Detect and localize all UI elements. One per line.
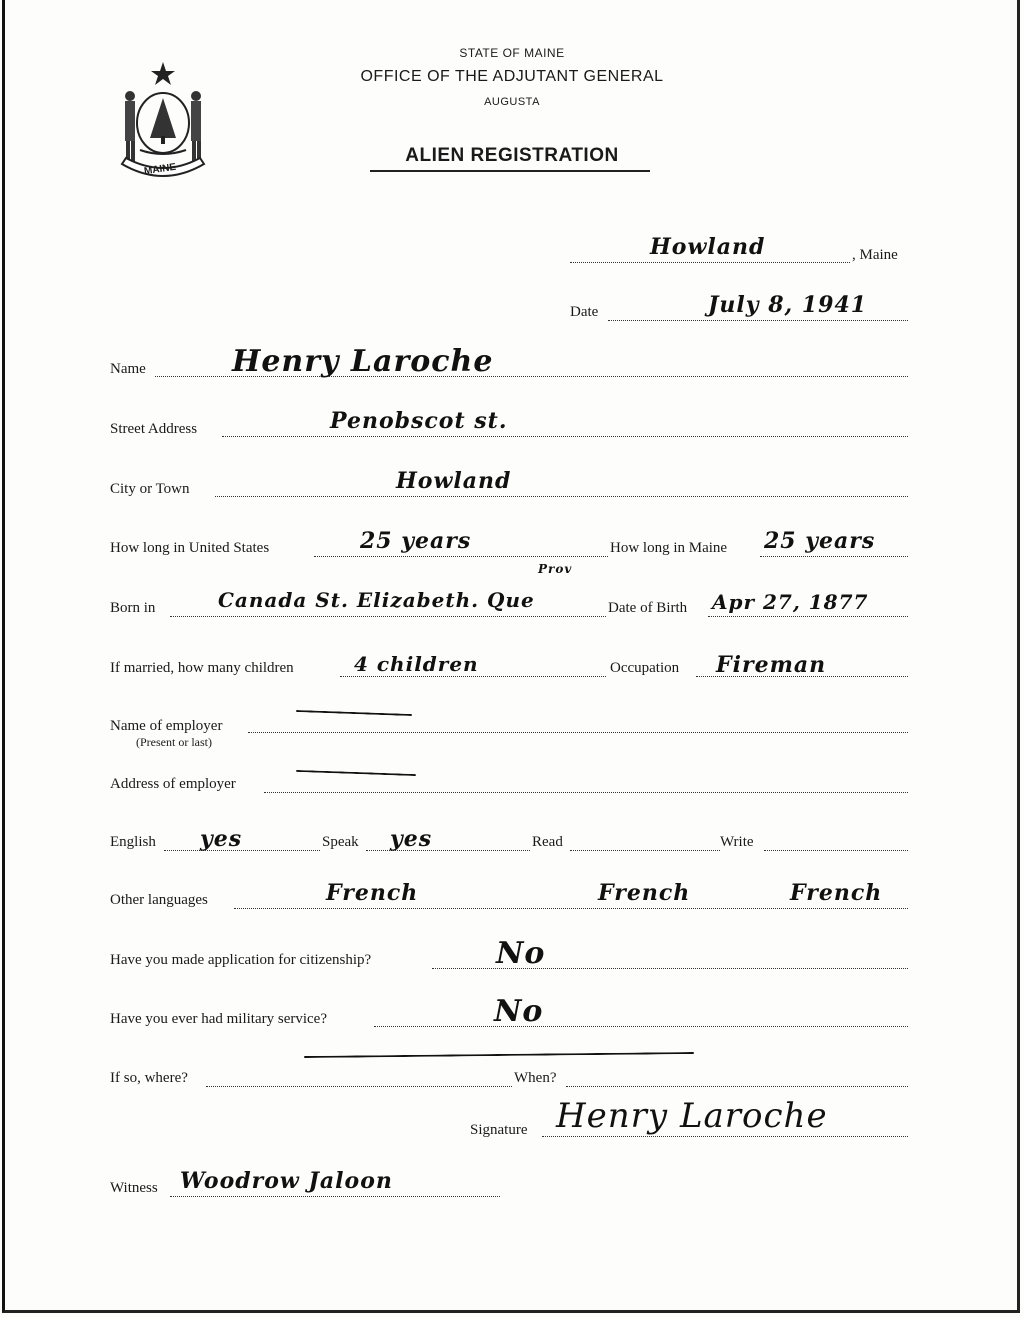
employer-address-label: Address of employer — [110, 776, 236, 792]
employer-name-line — [248, 732, 908, 733]
write-label: Write — [720, 834, 754, 850]
street-line — [222, 436, 908, 437]
dob-line — [708, 616, 908, 617]
signature-entry: Henry Laroche — [556, 1096, 828, 1136]
where-line — [206, 1086, 512, 1087]
speak-entry: yes — [390, 826, 433, 852]
form-title: ALIEN REGISTRATION — [405, 145, 619, 166]
language-entry-3: French — [790, 880, 883, 906]
date-entry: July 8, 1941 — [708, 292, 868, 318]
city-heading: AUGUSTA — [484, 96, 540, 108]
street-label: Street Address — [110, 421, 198, 437]
language-entry-2: French — [598, 880, 691, 906]
english-entry: yes — [200, 826, 243, 852]
children-entry: 4 children — [354, 652, 479, 676]
read-label: Read — [532, 834, 563, 850]
citizenship-label: Have you made application for citizenship? — [110, 952, 372, 968]
born-prov-entry: Prov — [538, 562, 573, 576]
children-label: If married, how many children — [110, 660, 294, 676]
citizenship-entry: No — [496, 936, 546, 971]
maine-label: , Maine — [852, 247, 898, 263]
how-long-us-entry: 25 years — [360, 528, 472, 554]
date-label: Date — [570, 304, 599, 320]
born-in-line — [170, 616, 606, 617]
city-entry: Howland — [396, 468, 512, 494]
maine-seal — [108, 58, 218, 188]
street-entry: Penobscot st. — [330, 408, 508, 434]
occupation-label: Occupation — [610, 660, 680, 676]
witness-entry: Woodrow Jaloon — [180, 1168, 393, 1194]
name-entry: Henry Laroche — [232, 344, 494, 379]
how-long-maine-line — [760, 556, 908, 557]
speak-label: Speak — [322, 834, 359, 850]
name-label: Name — [110, 361, 146, 377]
how-long-maine-label: How long in Maine — [610, 540, 728, 556]
dob-label: Date of Birth — [608, 600, 688, 616]
dob-entry: Apr 27, 1877 — [712, 590, 869, 614]
read-line — [570, 850, 720, 851]
children-line — [340, 676, 606, 677]
employer-note-label: (Present or last) — [136, 735, 212, 749]
signature-label: Signature — [470, 1122, 528, 1138]
city-label: City or Town — [110, 481, 190, 497]
seal-banner-text: MAINE — [143, 161, 177, 178]
write-line — [764, 850, 908, 851]
office-heading: OFFICE OF THE ADJUTANT GENERAL — [360, 68, 664, 85]
witness-label: Witness — [110, 1180, 158, 1196]
military-label: Have you ever had military service? — [110, 1011, 327, 1027]
language-entry-1: French — [326, 880, 419, 906]
city-line — [215, 496, 908, 497]
town-entry: Howland — [650, 234, 766, 260]
date-line — [608, 320, 908, 321]
military-entry: No — [494, 994, 544, 1029]
witness-line — [170, 1196, 500, 1197]
town-line — [570, 262, 850, 263]
where-label: If so, where? — [110, 1070, 188, 1086]
state-heading: STATE OF MAINE — [459, 46, 565, 60]
employer-name-label: Name of employer — [110, 718, 223, 734]
title-underline — [370, 170, 650, 172]
military-line — [374, 1026, 908, 1027]
other-languages-label: Other languages — [110, 892, 208, 908]
born-in-entry: Canada St. Elizabeth. Que — [218, 588, 535, 612]
occupation-entry: Fireman — [716, 652, 827, 678]
employer-address-line — [264, 792, 908, 793]
signature-line — [542, 1136, 908, 1137]
when-line — [566, 1086, 908, 1087]
page-frame — [2, 0, 1020, 1313]
how-long-us-label: How long in United States — [110, 540, 270, 556]
how-long-maine-entry: 25 years — [764, 528, 876, 554]
when-label: When? — [514, 1070, 557, 1086]
born-in-label: Born in — [110, 600, 156, 616]
other-languages-line — [234, 908, 908, 909]
how-long-us-line — [314, 556, 608, 557]
english-label: English — [110, 834, 156, 850]
